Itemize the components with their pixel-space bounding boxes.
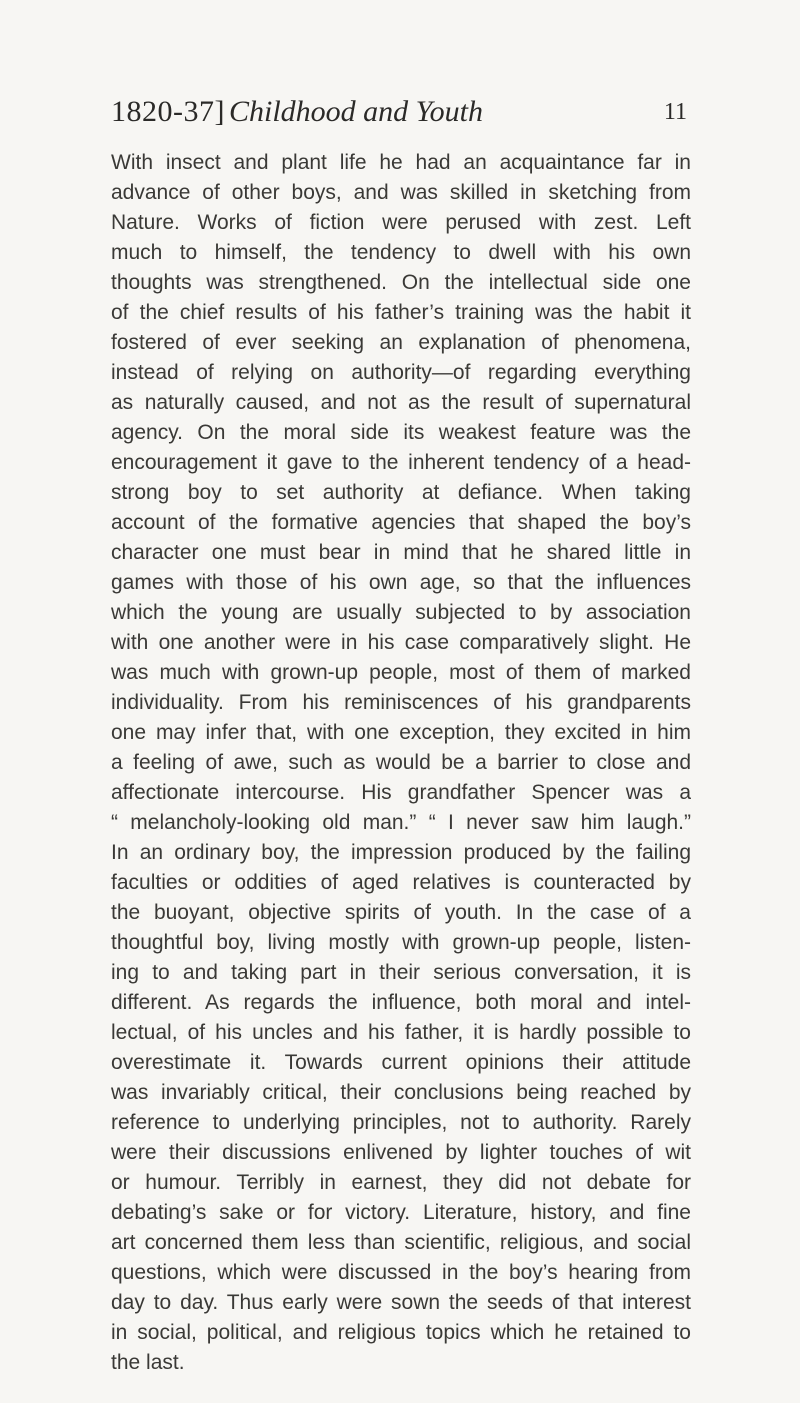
text-line: much to himself, the tendency to dwell with his own bbox=[111, 241, 691, 264]
text-line: character one must bear in mind that he shared little in bbox=[111, 541, 691, 564]
text-line: games with those of his own age, so that the influences bbox=[111, 571, 691, 594]
text-line: In an ordinary boy, the impression produced by the failing bbox=[111, 841, 691, 864]
text-line: Nature. Works of fiction were perused with zest. Left bbox=[111, 211, 691, 234]
body-paragraph bbox=[111, 148, 691, 1378]
text-line: in social, political, and religious topics which he retained to bbox=[111, 1321, 691, 1344]
text-line: faculties or oddities of aged relatives is counteracted by bbox=[111, 871, 691, 894]
text-line: advance of other boys, and was skilled in sketching from bbox=[111, 181, 691, 204]
text-line: debating’s sake or for victory. Literature, history, and fine bbox=[111, 1201, 691, 1224]
text-line: a feeling of awe, such as would be a barrier to close and bbox=[111, 751, 691, 774]
text-line: agency. On the moral side its weakest feature was the bbox=[111, 421, 691, 444]
text-line: lectual, of his uncles and his father, it is hardly possible to bbox=[111, 1021, 691, 1044]
text-line: of the chief results of his father’s training was the habit it bbox=[111, 301, 691, 324]
text-line: reference to underlying principles, not to authority. Rarely bbox=[111, 1111, 691, 1134]
text-line: “ melancholy-looking old man.” “ I never saw him laugh.” bbox=[111, 811, 691, 834]
text-line: With insect and plant life he had an acquaintance far in bbox=[111, 151, 691, 174]
text-line: thoughtful boy, living mostly with grown-up people, listen- bbox=[111, 931, 691, 954]
header-title: Childhood and Youth bbox=[229, 95, 483, 128]
text-line: day to day. Thus early were sown the seeds of that interest bbox=[111, 1291, 691, 1314]
text-line: overestimate it. Towards current opinions their attitude bbox=[111, 1051, 691, 1074]
text-line: strong boy to set authority at defiance. When taking bbox=[111, 481, 691, 504]
running-head bbox=[111, 92, 691, 132]
text-line: encouragement it gave to the inherent tendency of a head- bbox=[111, 451, 691, 474]
text-line: was invariably critical, their conclusions being reached by bbox=[111, 1081, 691, 1104]
text-line: as naturally caused, and not as the result of supernatural bbox=[111, 391, 691, 414]
text-line: which the young are usually subjected to by association bbox=[111, 601, 691, 624]
text-line: with one another were in his case comparatively slight. He bbox=[111, 631, 691, 654]
text-line: instead of relying on authority—of regarding everything bbox=[111, 361, 691, 384]
text-line: thoughts was strengthened. On the intellectual side one bbox=[111, 271, 691, 294]
text-line: different. As regards the influence, both moral and intel- bbox=[111, 991, 691, 1014]
text-line: individuality. From his reminiscences of his grandparents bbox=[111, 691, 691, 714]
text-line: account of the formative agencies that shaped the boy’s bbox=[111, 511, 691, 534]
text-line: the buoyant, objective spirits of youth. In the case of a bbox=[111, 901, 691, 924]
page-number: 11 bbox=[663, 99, 687, 125]
text-line: were their discussions enlivened by lighter touches of wit bbox=[111, 1141, 691, 1164]
text-line-last: the last. bbox=[111, 1351, 185, 1374]
text-line: art concerned them less than scientific, religious, and social bbox=[111, 1231, 691, 1254]
text-line: questions, which were discussed in the boy’s hearing from bbox=[111, 1261, 691, 1284]
text-line: affectionate intercourse. His grandfather Spencer was a bbox=[111, 781, 691, 804]
text-line: fostered of ever seeking an explanation of phenomena, bbox=[111, 331, 691, 354]
text-line: was much with grown-up people, most of them of marked bbox=[111, 661, 691, 684]
text-line: or humour. Terribly in earnest, they did not debate for bbox=[111, 1171, 691, 1194]
text-line: ing to and taking part in their serious conversation, it is bbox=[111, 961, 691, 984]
text-line: one may infer that, with one exception, they excited in him bbox=[111, 721, 691, 744]
header-years: 1820-37] bbox=[111, 95, 225, 128]
